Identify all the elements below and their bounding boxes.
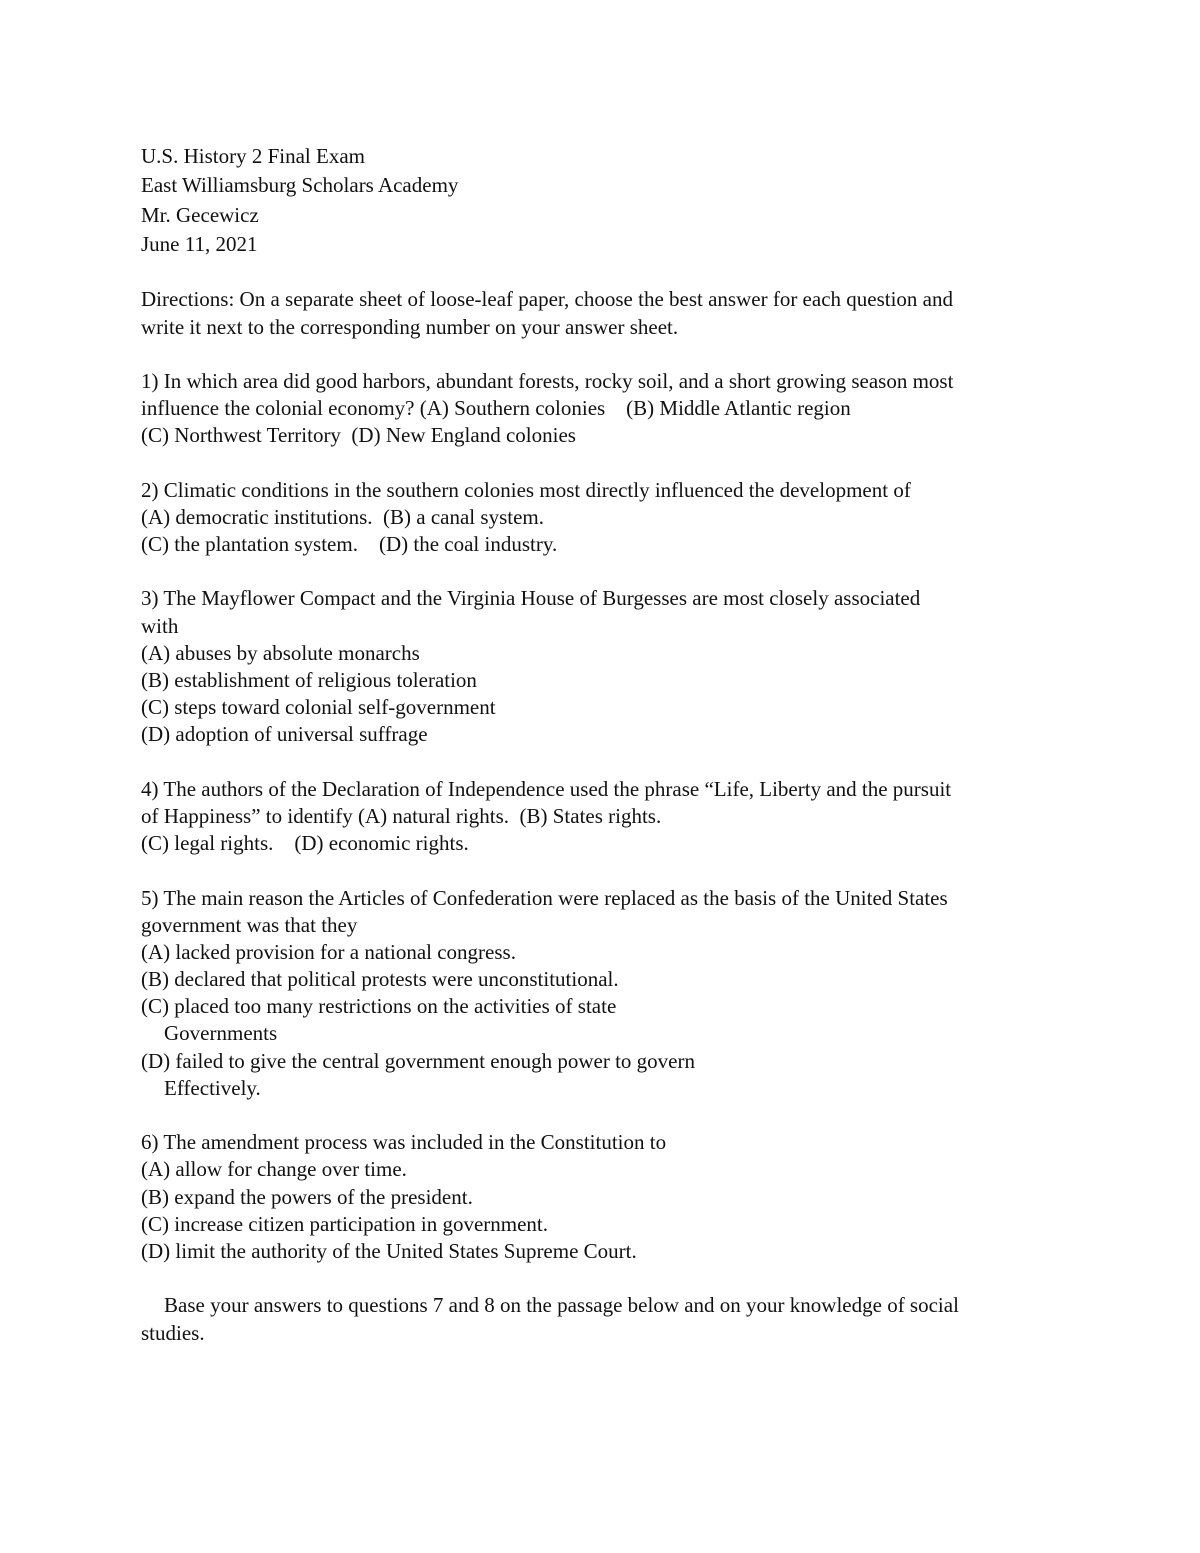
question-stem: 5) The main reason the Articles of Confederation were replaced as the basis of the United States	[141, 885, 948, 910]
teacher-name: Mr. Gecewicz	[141, 202, 259, 227]
spacer	[141, 341, 1081, 368]
question-stem: government was that they	[141, 912, 358, 937]
spacer	[141, 857, 1081, 884]
passage-intro	[141, 1292, 1081, 1346]
answer-choice-c-continued: Governments	[164, 1021, 278, 1046]
exam-page	[141, 142, 1081, 1347]
question-2	[141, 477, 1081, 559]
spacer	[141, 259, 1081, 286]
answer-choice-a: (A) lacked provision for a national congress.	[141, 939, 516, 964]
directions	[141, 286, 1081, 340]
answer-choice-b: (B) establishment of religious toleration	[141, 668, 477, 692]
answer-choice-d: (D) failed to give the central government enough power to govern	[141, 1048, 695, 1073]
question-4	[141, 776, 1081, 858]
question-6	[141, 1129, 1081, 1265]
directions-line: Directions: On a separate sheet of loose-leaf paper, choose the best answer for each question and	[141, 287, 954, 312]
directions-line: write it next to the corresponding number on your answer sheet.	[141, 314, 679, 339]
answer-choice-c: (C) increase citizen participation in government.	[141, 1211, 549, 1236]
exam-date: June 11, 2021	[141, 231, 258, 256]
question-stem: 6) The amendment process was included in the Constitution to	[141, 1130, 667, 1155]
answer-choice-c: (C) placed too many restrictions on the activities of state	[141, 994, 617, 1019]
answer-choices: (C) Northwest Territory (D) New England colonies	[141, 423, 576, 448]
answer-choice-a: (A) allow for change over time.	[141, 1157, 407, 1182]
spacer	[141, 1265, 1081, 1292]
answer-choices: (C) legal rights. (D) economic rights.	[141, 831, 469, 856]
answer-choice-b: (B) expand the powers of the president.	[141, 1184, 473, 1209]
answer-choices: (A) democratic institutions. (B) a canal system.	[141, 504, 544, 529]
answer-choice-d: (D) limit the authority of the United States Supreme Court.	[141, 1238, 637, 1263]
answer-choice-a: (A) abuses by absolute monarchs	[141, 640, 420, 665]
school-name: East Williamsburg Scholars Academy	[141, 173, 459, 198]
question-stem: 1) In which area did good harbors, abundant forests, rocky soil, and a short growing season most	[141, 368, 954, 393]
spacer	[141, 450, 1081, 477]
spacer	[141, 1102, 1081, 1129]
answer-choice-d: (D) adoption of universal suffrage	[141, 722, 428, 747]
question-3	[141, 585, 1081, 748]
answer-choices: (C) the plantation system. (D) the coal industry.	[141, 532, 558, 557]
exam-header	[141, 142, 1081, 259]
question-1	[141, 368, 1081, 450]
question-stem: 2) Climatic conditions in the southern colonies most directly influenced the development of	[141, 477, 911, 502]
course-title: U.S. History 2 Final Exam	[141, 144, 365, 168]
answer-choice-b: (B) declared that political protests were unconstitutional.	[141, 967, 619, 992]
question-stem: 4) The authors of the Declaration of Independence used the phrase “Life, Liberty and the pursuit	[141, 776, 952, 801]
spacer	[141, 558, 1081, 585]
spacer	[141, 749, 1081, 776]
passage-intro-line: Base your answers to questions 7 and 8 on the passage below and on your knowledge of social	[164, 1293, 959, 1318]
question-5	[141, 885, 1081, 1103]
answer-choice-c: (C) steps toward colonial self-government	[141, 695, 496, 720]
question-stem: with	[141, 613, 179, 638]
question-text: of Happiness” to identify (A) natural rights. (B) States rights.	[141, 803, 662, 828]
answer-choice-d-continued: Effectively.	[164, 1075, 261, 1100]
passage-intro-line: studies.	[141, 1320, 205, 1345]
question-text: influence the colonial economy? (A) Southern colonies (B) Middle Atlantic region	[141, 396, 851, 421]
question-stem: 3) The Mayflower Compact and the Virginia House of Burgesses are most closely associated	[141, 586, 921, 611]
